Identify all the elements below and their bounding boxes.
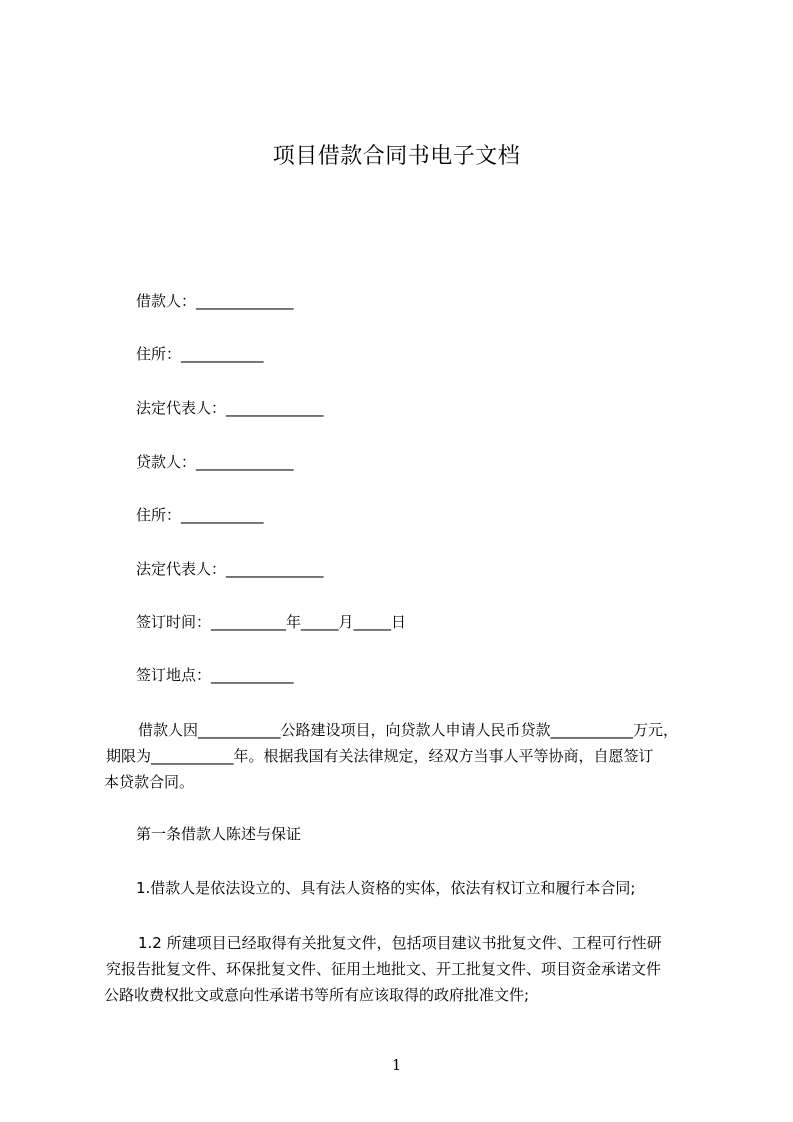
field-signing-date: 签订时间：__________年_____月_____日 — [136, 613, 407, 631]
page-title: 项目借款合同书电子文档 — [272, 144, 521, 169]
clause-1-2-line-2: 究报告批复文件、环保批复文件、征用土地批文、开工批复文件、项目资金承诺文件 — [106, 960, 662, 978]
article-1-heading: 第一条借款人陈述与保证 — [136, 825, 302, 843]
clause-1-2-line-3: 公路收费权批文或意向性承诺书等所有应该取得的政府批准文件; — [104, 986, 530, 1004]
clause-1-2-line-1: 1.2 所建项目已经取得有关批复文件，包括项目建议书批复文件、工程可行性研 — [138, 934, 662, 952]
field-lender: 贷款人：_____________ — [136, 453, 294, 471]
field-lender-address: 住所：___________ — [136, 506, 264, 524]
intro-line-1: 借款人因___________公路建设项目，向贷款人申请人民币贷款___________万元， — [138, 721, 679, 739]
field-lender-legal-rep: 法定代表人：_____________ — [136, 560, 324, 578]
clause-1: 1.借款人是依法设立的、具有法人资格的实体，依法有权订立和履行本合同; — [136, 879, 636, 897]
field-borrower: 借款人：_____________ — [136, 292, 294, 310]
intro-line-3: 本贷款合同。 — [104, 773, 195, 791]
field-borrower-legal-rep: 法定代表人：_____________ — [136, 399, 324, 417]
intro-line-2: 期限为___________年。根据我国有关法律规定，经双方当事人平等协商，自愿签订 — [106, 747, 654, 765]
field-signing-place: 签订地点：___________ — [136, 666, 294, 684]
page-number: 1 — [391, 1056, 402, 1074]
clause-1-2 — [104, 930, 704, 1008]
field-borrower-address: 住所：___________ — [136, 345, 264, 363]
intro-paragraph — [104, 717, 704, 795]
